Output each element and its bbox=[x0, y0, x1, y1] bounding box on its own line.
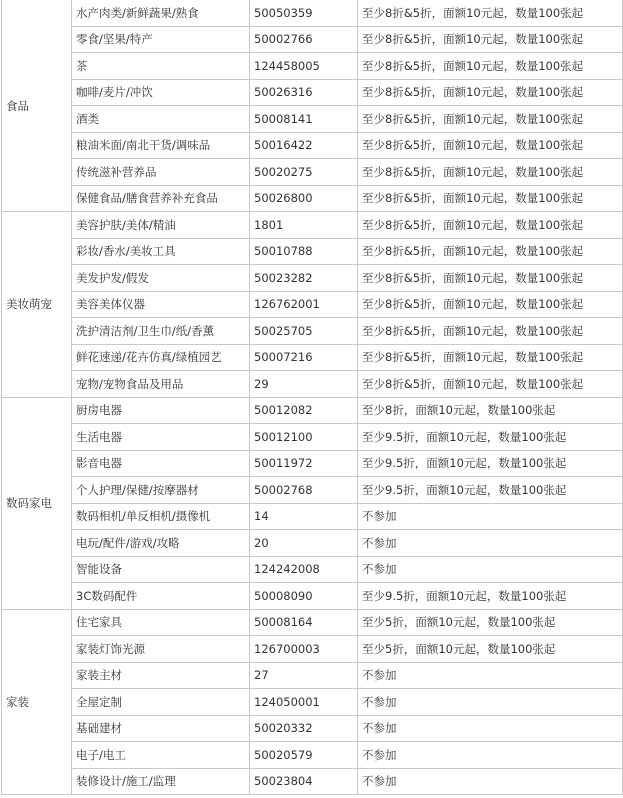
discount-rule-cell: 不参加 bbox=[358, 662, 623, 689]
category-rules-table bbox=[1, 0, 623, 795]
discount-rule-cell: 不参加 bbox=[358, 689, 623, 716]
table-row bbox=[2, 530, 623, 557]
category-id-cell: 29 bbox=[250, 371, 358, 398]
table-row bbox=[2, 26, 623, 53]
category-id-cell: 50020332 bbox=[250, 715, 358, 742]
table-row bbox=[2, 715, 623, 742]
category-cell: 美容美体仪器 bbox=[72, 291, 250, 318]
discount-rule-cell: 不参加 bbox=[358, 530, 623, 557]
category-cell: 住宅家具 bbox=[72, 609, 250, 636]
discount-rule-cell: 至少8折&5折，面额10元起，数量100张起 bbox=[358, 26, 623, 53]
table-row bbox=[2, 344, 623, 371]
category-cell: 全屋定制 bbox=[72, 689, 250, 716]
table-row bbox=[2, 556, 623, 583]
discount-rule-cell: 至少8折&5折，面额10元起，数量100张起 bbox=[358, 212, 623, 239]
category-id-cell: 50010788 bbox=[250, 238, 358, 265]
category-id-cell: 50002768 bbox=[250, 477, 358, 504]
category-cell: 基础建材 bbox=[72, 715, 250, 742]
table-row bbox=[2, 477, 623, 504]
category-cell: 3C数码配件 bbox=[72, 583, 250, 610]
discount-rule-cell: 至少9.5折，面额10元起，数量100张起 bbox=[358, 424, 623, 451]
discount-rule-cell: 至少9.5折，面额10元起，数量100张起 bbox=[358, 477, 623, 504]
category-id-cell: 50012100 bbox=[250, 424, 358, 451]
table-row bbox=[2, 768, 623, 795]
discount-rule-cell: 不参加 bbox=[358, 503, 623, 530]
discount-rule-cell: 不参加 bbox=[358, 556, 623, 583]
discount-rule-cell: 至少8折&5折，面额10元起，数量100张起 bbox=[358, 185, 623, 212]
discount-rule-cell: 至少8折&5折，面额10元起，数量100张起 bbox=[358, 318, 623, 345]
category-id-cell: 27 bbox=[250, 662, 358, 689]
discount-rule-cell: 不参加 bbox=[358, 768, 623, 795]
discount-rule-cell: 至少5折，面额10元起，数量100张起 bbox=[358, 609, 623, 636]
category-id-cell: 14 bbox=[250, 503, 358, 530]
discount-rule-cell: 至少5折，面额10元起，数量100张起 bbox=[358, 636, 623, 663]
table-row bbox=[2, 397, 623, 424]
category-cell: 美发护发/假发 bbox=[72, 265, 250, 292]
table-row bbox=[2, 291, 623, 318]
discount-rule-cell: 至少9.5折，面额10元起，数量100张起 bbox=[358, 583, 623, 610]
discount-rule-cell: 不参加 bbox=[358, 715, 623, 742]
category-cell: 家装主材 bbox=[72, 662, 250, 689]
discount-rule-cell: 至少8折&5折，面额10元起，数量100张起 bbox=[358, 132, 623, 159]
category-cell: 传统滋补营养品 bbox=[72, 159, 250, 186]
category-cell: 智能设备 bbox=[72, 556, 250, 583]
category-id-cell: 50026800 bbox=[250, 185, 358, 212]
discount-rule-cell: 至少8折&5折，面额10元起，数量100张起 bbox=[358, 53, 623, 80]
category-cell: 生活电器 bbox=[72, 424, 250, 451]
category-id-cell: 50016422 bbox=[250, 132, 358, 159]
category-cell: 零食/坚果/特产 bbox=[72, 26, 250, 53]
rules-table-body bbox=[2, 0, 623, 795]
category-id-cell: 124050001 bbox=[250, 689, 358, 716]
category-cell: 粮油米面/南北干货/调味品 bbox=[72, 132, 250, 159]
group-name-cell: 数码家电 bbox=[2, 397, 72, 609]
category-cell: 个人护理/保健/按摩器材 bbox=[72, 477, 250, 504]
table-row bbox=[2, 106, 623, 133]
group-name-cell: 美妆萌宠 bbox=[2, 212, 72, 398]
category-id-cell: 50020579 bbox=[250, 742, 358, 769]
category-id-cell: 124458005 bbox=[250, 53, 358, 80]
category-id-cell: 50023282 bbox=[250, 265, 358, 292]
discount-rule-cell: 至少8折&5折，面额10元起，数量100张起 bbox=[358, 371, 623, 398]
table-row bbox=[2, 318, 623, 345]
category-id-cell: 124242008 bbox=[250, 556, 358, 583]
discount-rule-cell: 至少8折&5折，面额10元起，数量100张起 bbox=[358, 265, 623, 292]
table-row bbox=[2, 583, 623, 610]
category-cell: 洗护清洁剂/卫生巾/纸/香薰 bbox=[72, 318, 250, 345]
table-row bbox=[2, 636, 623, 663]
category-id-cell: 50008090 bbox=[250, 583, 358, 610]
category-id-cell: 50002766 bbox=[250, 26, 358, 53]
category-cell: 酒类 bbox=[72, 106, 250, 133]
category-cell: 影音电器 bbox=[72, 450, 250, 477]
category-id-cell: 126762001 bbox=[250, 291, 358, 318]
category-cell: 鲜花速递/花卉仿真/绿植园艺 bbox=[72, 344, 250, 371]
table-row bbox=[2, 689, 623, 716]
discount-rule-cell: 至少8折&5折，面额10元起，数量100张起 bbox=[358, 238, 623, 265]
discount-rule-cell: 至少9.5折，面额10元起，数量100张起 bbox=[358, 450, 623, 477]
category-cell: 厨房电器 bbox=[72, 397, 250, 424]
table-row bbox=[2, 450, 623, 477]
category-id-cell: 50026316 bbox=[250, 79, 358, 106]
category-id-cell: 50007216 bbox=[250, 344, 358, 371]
category-cell: 茶 bbox=[72, 53, 250, 80]
category-id-cell: 50011972 bbox=[250, 450, 358, 477]
category-cell: 宠物/宠物食品及用品 bbox=[72, 371, 250, 398]
table-row bbox=[2, 424, 623, 451]
category-id-cell: 50008164 bbox=[250, 609, 358, 636]
category-cell: 美容护肤/美体/精油 bbox=[72, 212, 250, 239]
category-id-cell: 50020275 bbox=[250, 159, 358, 186]
category-cell: 彩妆/香水/美妆工具 bbox=[72, 238, 250, 265]
table-row bbox=[2, 159, 623, 186]
discount-rule-cell: 至少8折&5折，面额10元起，数量100张起 bbox=[358, 291, 623, 318]
category-cell: 水产肉类/新鲜蔬果/熟食 bbox=[72, 0, 250, 26]
category-cell: 家装灯饰光源 bbox=[72, 636, 250, 663]
table-row bbox=[2, 609, 623, 636]
table-row bbox=[2, 265, 623, 292]
category-id-cell: 50025705 bbox=[250, 318, 358, 345]
category-cell: 咖啡/麦片/冲饮 bbox=[72, 79, 250, 106]
category-cell: 电玩/配件/游戏/攻略 bbox=[72, 530, 250, 557]
category-id-cell: 50050359 bbox=[250, 0, 358, 26]
category-cell: 装修设计/施工/监理 bbox=[72, 768, 250, 795]
table-row bbox=[2, 503, 623, 530]
table-row bbox=[2, 53, 623, 80]
category-id-cell: 50008141 bbox=[250, 106, 358, 133]
discount-rule-cell: 至少8折&5折，面额10元起，数量100张起 bbox=[358, 106, 623, 133]
category-cell: 数码相机/单反相机/摄像机 bbox=[72, 503, 250, 530]
table-row bbox=[2, 0, 623, 26]
category-id-cell: 126700003 bbox=[250, 636, 358, 663]
discount-rule-cell: 至少8折&5折，面额10元起，数量100张起 bbox=[358, 159, 623, 186]
category-id-cell: 50012082 bbox=[250, 397, 358, 424]
discount-rule-cell: 至少8折&5折，面额10元起，数量100张起 bbox=[358, 344, 623, 371]
category-cell: 电子/电工 bbox=[72, 742, 250, 769]
category-id-cell: 50023804 bbox=[250, 768, 358, 795]
discount-rule-cell: 至少8折&5折，面额10元起，数量100张起 bbox=[358, 0, 623, 26]
table-row bbox=[2, 371, 623, 398]
table-row bbox=[2, 238, 623, 265]
group-name-cell: 家装 bbox=[2, 609, 72, 795]
category-id-cell: 1801 bbox=[250, 212, 358, 239]
discount-rule-cell: 至少8折&5折，面额10元起，数量100张起 bbox=[358, 79, 623, 106]
table-row bbox=[2, 79, 623, 106]
category-id-cell: 20 bbox=[250, 530, 358, 557]
table-row bbox=[2, 212, 623, 239]
group-name-cell: 食品 bbox=[2, 0, 72, 212]
discount-rule-cell: 不参加 bbox=[358, 742, 623, 769]
table-row bbox=[2, 132, 623, 159]
category-cell: 保健食品/膳食营养补充食品 bbox=[72, 185, 250, 212]
discount-rule-cell: 至少8折，面额10元起，数量100张起 bbox=[358, 397, 623, 424]
table-row bbox=[2, 185, 623, 212]
table-row bbox=[2, 742, 623, 769]
table-row bbox=[2, 662, 623, 689]
